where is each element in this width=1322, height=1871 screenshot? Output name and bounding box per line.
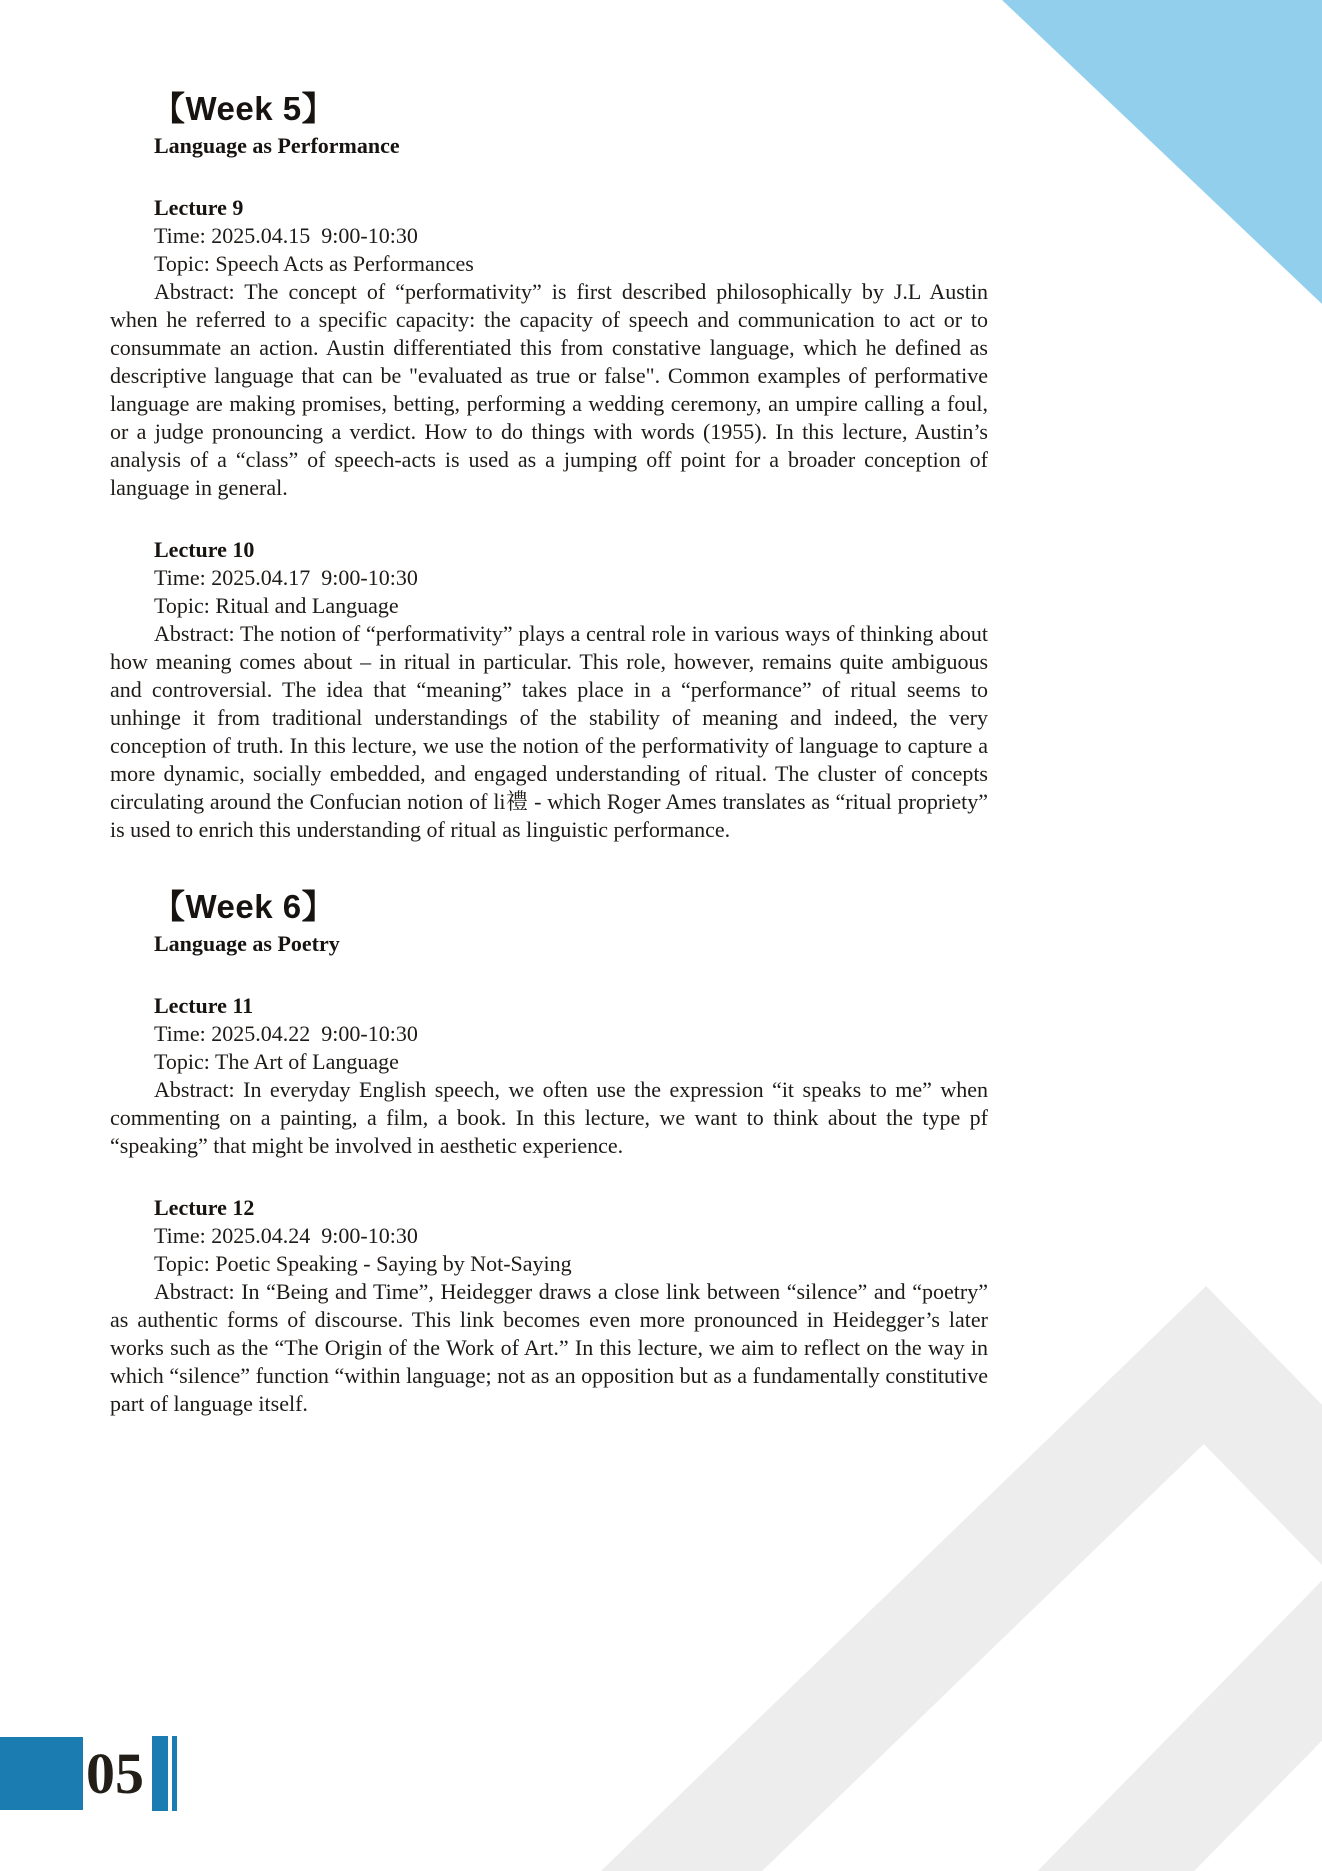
corner-triangle-decoration [1002,0,1322,304]
lecture-9-heading: Lecture 9 [154,195,244,220]
page-content [110,90,988,1418]
page-number-bar [152,1736,168,1811]
week-5-section [110,90,988,844]
week-5-title: 【Week 5】 [152,90,336,127]
lecture-11-heading: Lecture 11 [154,993,254,1018]
lecture-12-topic: Topic: Poetic Speaking - Saying by Not-Saying [154,1251,572,1276]
lecture-12-time: Time: 2025.04.24 9:00-10:30 [154,1223,418,1248]
week-6-section [110,888,988,1418]
lecture-10-block [110,536,988,844]
lecture-11-block [110,992,988,1160]
lecture-12-heading: Lecture 12 [154,1195,255,1220]
lecture-11-topic: Topic: The Art of Language [154,1049,399,1074]
lecture-9-topic: Topic: Speech Acts as Performances [154,251,474,276]
week-5-subtitle: Language as Performance [154,133,400,158]
lecture-12-abstract: Abstract: In “Being and Time”, Heidegger draws a close link between “silence” and “poetry” as authentic forms of discourse. This link becomes even more pronounced in Heidegger’s later works such as the “The Origin of the Work of Art.” In this lecture, we aim to reflect on the way in which “silence” function “within language; not as an opposition but as a fundamentally constitutive part of language itself. [110,1279,988,1416]
week-6-title: 【Week 6】 [152,888,336,925]
week-6-subtitle: Language as Poetry [154,931,340,956]
lecture-10-topic: Topic: Ritual and Language [154,593,399,618]
lecture-9-time: Time: 2025.04.15 9:00-10:30 [154,223,418,248]
lecture-9-block [110,194,988,502]
page-number: 05 [86,1741,144,1806]
lecture-12-block [110,1194,988,1418]
lecture-11-time: Time: 2025.04.22 9:00-10:30 [154,1021,418,1046]
lecture-10-heading: Lecture 10 [154,537,255,562]
page-number-left-block [0,1737,83,1810]
lecture-10-time: Time: 2025.04.17 9:00-10:30 [154,565,418,590]
lecture-11-abstract: Abstract: In everyday English speech, we often use the expression “it speaks to me” when commenting on a painting, a film, a book. In this lecture, we want to think about the type pf “speaking” that might be involved in aesthetic experience. [110,1077,988,1158]
lecture-9-abstract: Abstract: The concept of “performativity” is first described philosophically by J.L Austin when he referred to a specific capacity: the capacity of speech and communication to act or to consummate an action. Austin differentiated this from constative language, which he defined as descriptive language that can be "evaluated as true or false". Common examples of performative language are making promises, betting, performing a wedding ceremony, an umpire calling a foul, or a judge pronouncing a verdict. How to do things with words (1955). In this lecture, Austin’s analysis of a “class” of speech-acts is used as a jumping off point for a broader conception of language in general. [110,279,988,500]
lecture-10-abstract: Abstract: The notion of “performativity” plays a central role in various ways of thinking about how meaning comes about – in ritual in particular. This role, however, remains quite ambiguous and controversial. The idea that “meaning” takes place in a “performance” of ritual seems to unhinge it from traditional understandings of the stability of meaning and indeed, the very conception of truth. In this lecture, we use the notion of the performativity of language to capture a more dynamic, socially embedded, and engaged understanding of ritual. The cluster of concepts circulating around the Confucian notion of li禮 - which Roger Ames translates as “ritual propriety” is used to enrich this understanding of ritual as linguistic performance. [110,621,988,842]
page-number-thin-line [172,1736,177,1811]
